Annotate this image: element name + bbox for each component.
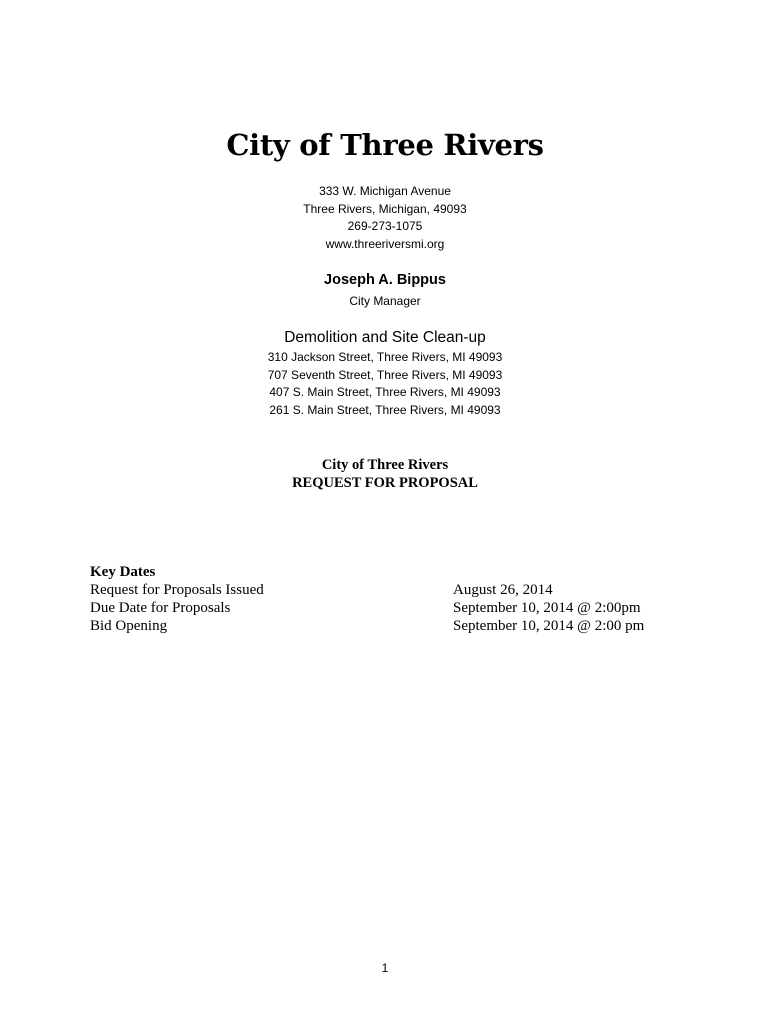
rfp-city-name: City of Three Rivers xyxy=(321,457,449,473)
key-date-value: September 10, 2014 @ 2:00 pm xyxy=(453,618,645,634)
key-date-value: August 26, 2014 xyxy=(453,582,553,598)
address-website: www.threeriversmi.org xyxy=(325,236,445,251)
site-list xyxy=(0,349,770,419)
manager-title: City Manager xyxy=(349,294,421,308)
address-phone: 269-273-1075 xyxy=(347,219,423,233)
site-item: 261 S. Main Street, Three Rivers, MI 49093 xyxy=(269,402,501,417)
manager-name: Joseph A. Bippus xyxy=(324,272,446,288)
key-date-label: Due Date for Proposals xyxy=(90,600,231,616)
site-item: 707 Seventh Street, Three Rivers, MI 49093 xyxy=(267,367,503,382)
address-street: 333 W. Michigan Avenue xyxy=(319,184,451,198)
key-date-row xyxy=(90,581,690,599)
page-number: 1 xyxy=(381,961,389,975)
city-address-block xyxy=(0,183,770,253)
rfp-heading xyxy=(0,457,770,492)
key-date-row xyxy=(90,599,690,617)
key-date-label: Bid Opening xyxy=(90,618,168,634)
site-item: 310 Jackson Street, Three Rivers, MI 49093 xyxy=(267,350,503,364)
rfp-title: REQUEST FOR PROPOSAL xyxy=(292,474,478,491)
key-date-row xyxy=(90,617,690,635)
key-dates-section xyxy=(90,563,690,635)
document-title: City of Three Rivers xyxy=(226,128,544,162)
key-date-label: Request for Proposals Issued xyxy=(90,582,264,598)
key-date-value: September 10, 2014 @ 2:00pm xyxy=(453,600,641,616)
project-title: Demolition and Site Clean-up xyxy=(284,329,486,346)
key-dates-heading: Key Dates xyxy=(90,564,156,580)
site-item: 407 S. Main Street, Three Rivers, MI 49093 xyxy=(269,385,501,399)
address-city-state: Three Rivers, Michigan, 49093 xyxy=(303,201,467,216)
